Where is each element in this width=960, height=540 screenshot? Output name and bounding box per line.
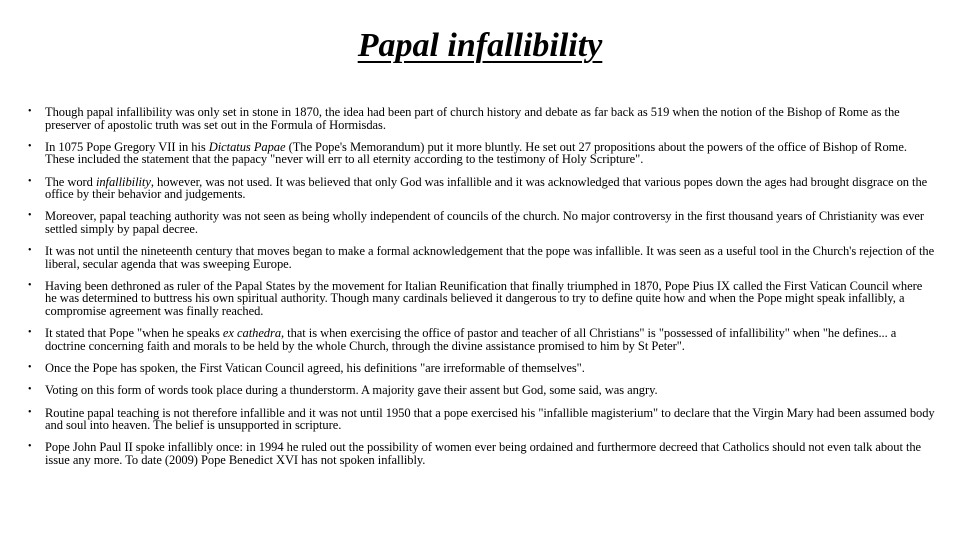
bullet-text: Once the Pope has spoken, the First Vatican Council agreed, his definitions "are irreformable of themselves". (45, 361, 585, 376)
bullet-text: Moreover, papal teaching authority was not seen as being wholly independent of councils of the church. No major controversy in the first thousand years of Christianity was ever settled simply by papal decree. (45, 209, 925, 236)
bullet-item (28, 141, 936, 166)
slide-title: Papal infallibility (357, 27, 603, 64)
bullet-item (28, 280, 936, 318)
bullet-icon: • (28, 175, 32, 187)
bullet-icon: • (28, 384, 32, 396)
bullet-item (28, 245, 936, 270)
bullet-text: It was not until the nineteenth century that moves began to make a formal acknowledgement that the pope was infallible. It was seen as a useful tool in the Church's rejection of the liberal, secular agenda that was sweeping Europe. (45, 244, 935, 271)
bullet-icon: • (28, 441, 32, 453)
bullet-item (28, 384, 936, 397)
bullet-icon: • (28, 279, 32, 291)
bullet-text: In 1075 Pope Gregory VII in his Dictatus Papae (The Pope's Memorandum) put it more bluntly. He set out 27 propositions about the powers of the office of Bishop of Rome. These included the statement that the papacy "never will err to all eternity according to the testimony of Holy Scripture". (45, 139, 907, 167)
bullet-icon: • (28, 106, 32, 117)
bullet-icon: • (28, 327, 32, 339)
bullet-text: The word infallibility, however, was not used. It was believed that only God was infallible and it was acknowledged that various popes down the ages had brought disgrace on the office by their behavior and judgements. (45, 174, 928, 202)
bullet-item (28, 210, 936, 235)
bullet-icon: • (28, 210, 32, 222)
bullet-item (28, 176, 936, 201)
bullet-text: Voting on this form of words took place during a thunderstorm. A majority gave their assent but God, some said, was angry. (45, 383, 658, 398)
bullet-text: Though papal infallibility was only set in stone in 1870, the idea had been part of church history and debate as far back as 519 when the notion of the Bishop of Rome as the preserver of apostolic truth was set out in the Formula of Hormisdas. (45, 105, 900, 132)
bullet-text: Having been dethroned as ruler of the Papal States by the movement for Italian Reunification that finally triumphed in 1870, Pope Pius IX called the First Vatican Council where he was determined to buttress his own spiritual authority. Though many cardinals believed it dangerous to try to define quite how and when the Pope might speak infallibly, a compromise agreement was finally reached. (45, 278, 923, 318)
bullet-list (28, 106, 936, 476)
bullet-item (28, 106, 936, 131)
bullet-item (28, 441, 936, 466)
bullet-text: Routine papal teaching is not therefore infallible and it was not until 1950 that a pope exercised his "infallible magisterium" to declare that the Virgin Mary had been assumed body and soul into heaven. The belief is unsupported in scripture. (45, 405, 935, 433)
bullet-icon: • (28, 140, 32, 152)
bullet-item (28, 407, 936, 432)
bullet-icon: • (28, 362, 32, 374)
bullet-icon: • (28, 406, 32, 418)
bullet-icon: • (28, 245, 32, 257)
bullet-text: It stated that Pope "when he speaks ex cathedra, that is when exercising the office of pastor and teacher of all Christians" is "possessed of infallibility" when "he defines... a doctrine concerning faith and morals to be held by the whole Church, through the divine assistance promised to him by St Peter". (45, 326, 897, 353)
bullet-item (28, 327, 936, 352)
bullet-item (28, 362, 936, 375)
bullet-text: Pope John Paul II spoke infallibly once: in 1994 he ruled out the possibility of women ever being ordained and furthermore decreed that Catholics should not even talk about the issue any more. To date (2009) Pope Benedict XVI has not spoken infallibly. (45, 440, 922, 467)
